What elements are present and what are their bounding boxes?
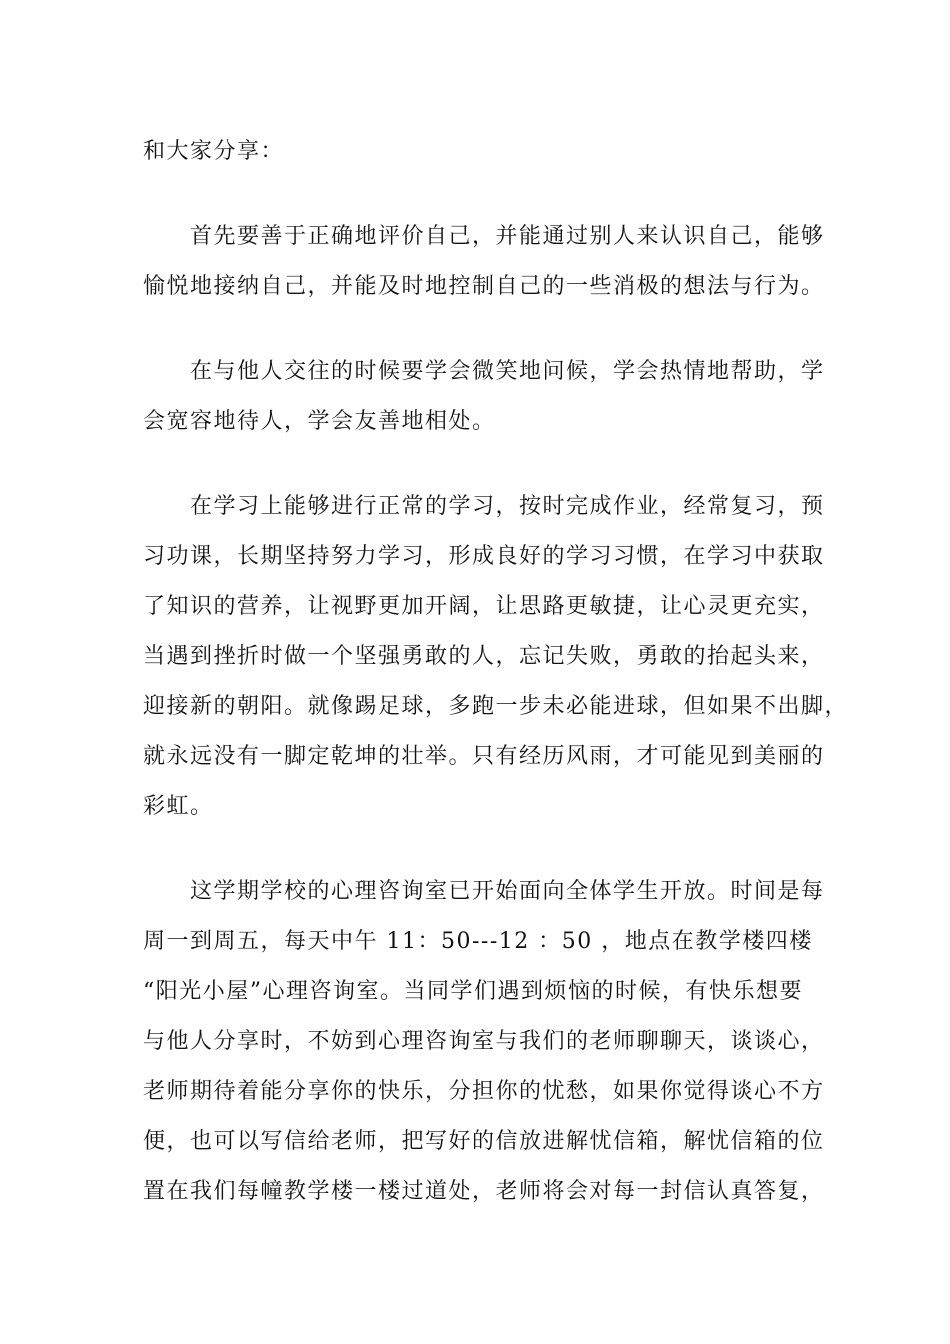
text-line: 在学习上能够进行正常的学习，按时完成作业，经常复习，预 — [190, 494, 825, 519]
text-line: 置在我们每幢教学楼一楼过道处，老师将会对每一封信认真答复， — [143, 1179, 825, 1204]
text-line: 了知识的营养，让视野更加开阔，让思路更敏捷，让心灵更充实， — [143, 594, 825, 619]
text-line: 这学期学校的心理咨询室已开始面向全体学生开放。时间是每 — [190, 879, 825, 904]
text-line: 首先要善于正确地评价自己，并能通过别人来认识自己，能够 — [190, 224, 825, 249]
text-line: 会宽容地待人，学会友善地相处。 — [143, 409, 496, 434]
text-line: 便，也可以写信给老师，把写好的信放进解忧信箱，解忧信箱的位 — [143, 1129, 825, 1154]
text-line: 迎接新的朝阳。就像踢足球，多跑一步未必能进球，但如果不出脚， — [143, 694, 849, 719]
text-line: 周一到周五，每天中午 11：50---12 ：50 ，地点在教学楼四楼 — [143, 929, 813, 954]
text-line: 就永远没有一脚定乾坤的壮举。只有经历风雨，才可能见到美丽的 — [143, 744, 825, 769]
text-line: 习功课，长期坚持努力学习，形成良好的学习习惯，在学习中获取 — [143, 544, 825, 569]
text-line: 与他人分享时，不妨到心理咨询室与我们的老师聊聊天，谈谈心， — [143, 1029, 825, 1054]
text-line: “阳光小屋”心理咨询室。当同学们遇到烦恼的时候，有快乐想要 — [143, 979, 803, 1004]
text-line: 当遇到挫折时做一个坚强勇敢的人，忘记失败，勇敢的抬起头来， — [143, 644, 825, 669]
text-line: 老师期待着能分享你的快乐，分担你的忧愁，如果你觉得谈心不方 — [143, 1079, 825, 1104]
text-line: 在与他人交往的时候要学会微笑地问候，学会热情地帮助，学 — [190, 359, 825, 384]
text-line: 和大家分享： — [143, 139, 285, 164]
text-line: 愉悦地接纳自己，并能及时地控制自己的一些消极的想法与行为。 — [143, 274, 825, 299]
text-line: 彩虹。 — [143, 794, 214, 819]
